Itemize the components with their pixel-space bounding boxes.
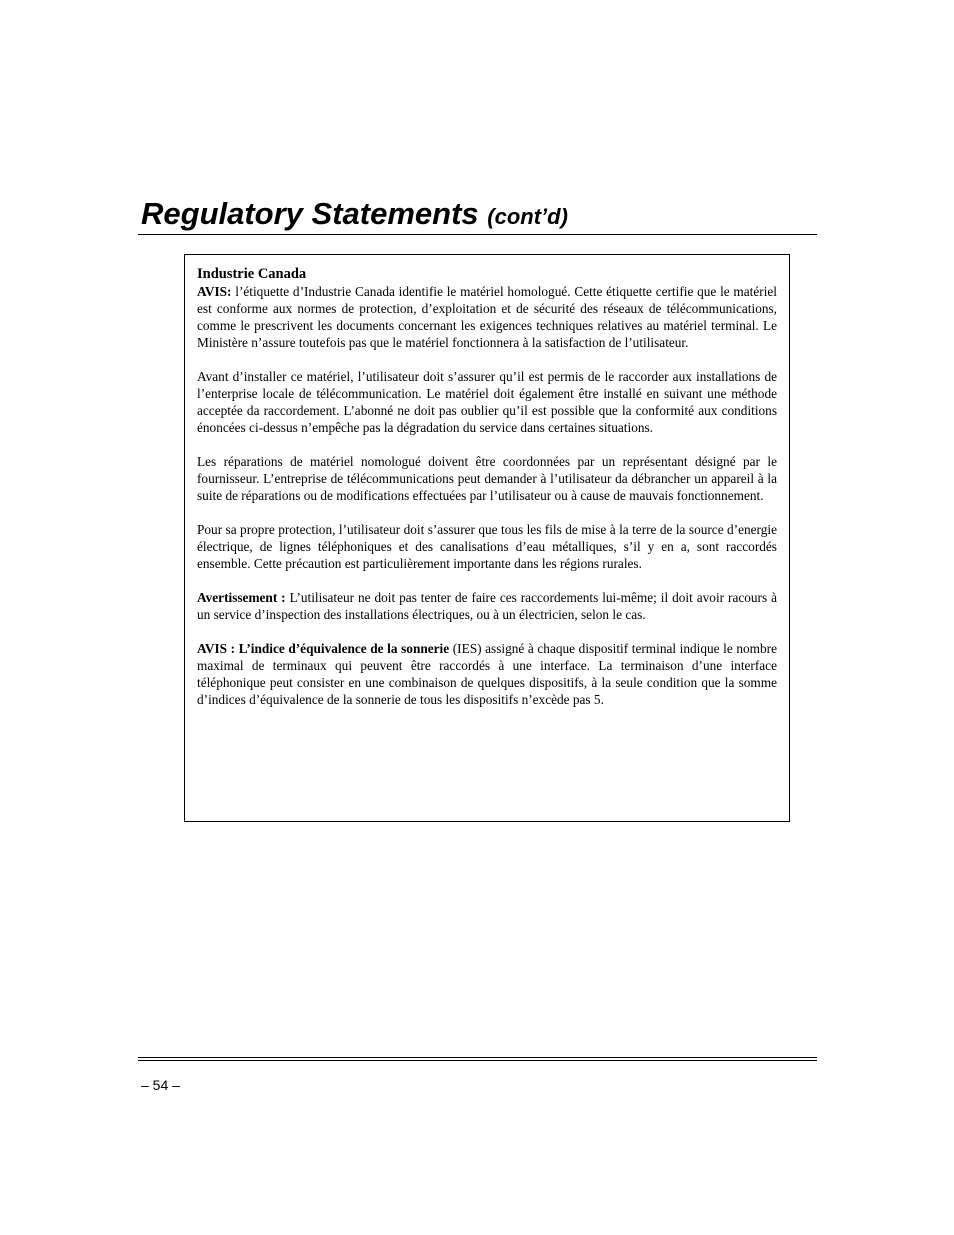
avis-label: AVIS: bbox=[197, 284, 232, 299]
page-title-suffix: (cont’d) bbox=[487, 204, 568, 229]
page-title-main: Regulatory Statements bbox=[141, 196, 479, 231]
warning-text: L’utilisateur ne doit pas tenter de faire ces raccordements lui-même; il doit avoir racours à un service d’inspection des installations électriques, ou à un électricien, selon le cas. bbox=[197, 590, 778, 622]
page-number: – 54 – bbox=[141, 1077, 180, 1093]
notice-paragraph-repairs: Les réparations de matériel nomologué doivent être coordonnées par un représentant désigné par le fournisseur. L’entreprise de télécommunications peut demander à l’utilisateur da débrancher un appareil à la suite de réparations ou de modifications effectuées par l’utilisateur ou à cause de mauvais fonctionnement. bbox=[197, 454, 777, 503]
notice-paragraph-grounding: Pour sa propre protection, l’utilisateur doit s’assurer que tous les fils de mise à la terre de la source d’energie électrique, de lignes téléphoniques et des canalisations d’eau métalliques, s’il y en a, sont raccordés ensemble. Cette précaution est particulièrement importante dans les régions rurales. bbox=[197, 522, 777, 571]
notice-paragraph-avis bbox=[197, 283, 777, 351]
notice-paragraph-warning bbox=[197, 589, 777, 623]
ringer-equivalence-label: AVIS : L’indice d’équivalence de la sonnerie bbox=[197, 641, 450, 656]
notice-paragraph-ringer-equivalence bbox=[197, 640, 777, 708]
header-divider bbox=[138, 234, 817, 235]
avis-text: l’étiquette d’Industrie Canada identifie le matériel homologué. Cette étiquette certifie que le matériel est conforme aux normes de protection, d’exploitation et de sécurité des réseaux de télécommunications, comme le prescrivent les documents concernant les exigences techniques relatives au matériel terminal. Le Ministère n’assure toutefois pas que le matériel fonctionnera à la satisfaction de l’utilisateur. bbox=[197, 284, 777, 350]
warning-label: Avertissement : bbox=[197, 590, 286, 605]
footer-divider bbox=[138, 1057, 817, 1061]
page-title bbox=[141, 194, 568, 237]
industrie-canada-notice-box bbox=[184, 254, 790, 822]
notice-paragraph-installation: Avant d’installer ce matériel, l’utilisateur doit s’assurer qu’il est permis de le raccorder aux installations de l’enterprise locale de télécommunication. Le matériel doit également être installé en suivant une méthode acceptée da raccordement. L’abonné ne doit pas oublier qu’il est possible que la conformité aux conditions énoncées ci-dessus n’empêche pas la dégradation du service dans certaines situations. bbox=[197, 369, 777, 435]
notice-heading: Industrie Canada bbox=[197, 266, 307, 282]
ringer-equivalence-text: (IES) assigné à chaque dispositif terminal indique le nombre maximal de terminaux qui peuvent être raccordés à une interface. La terminaison d’une interface téléphonique peut consister en une combinaison de quelques dispositifs, à la seule condition que la somme d’indices d’équivalence de la sonnerie de tous les dispositifs n’excède pas 5. bbox=[197, 641, 777, 707]
